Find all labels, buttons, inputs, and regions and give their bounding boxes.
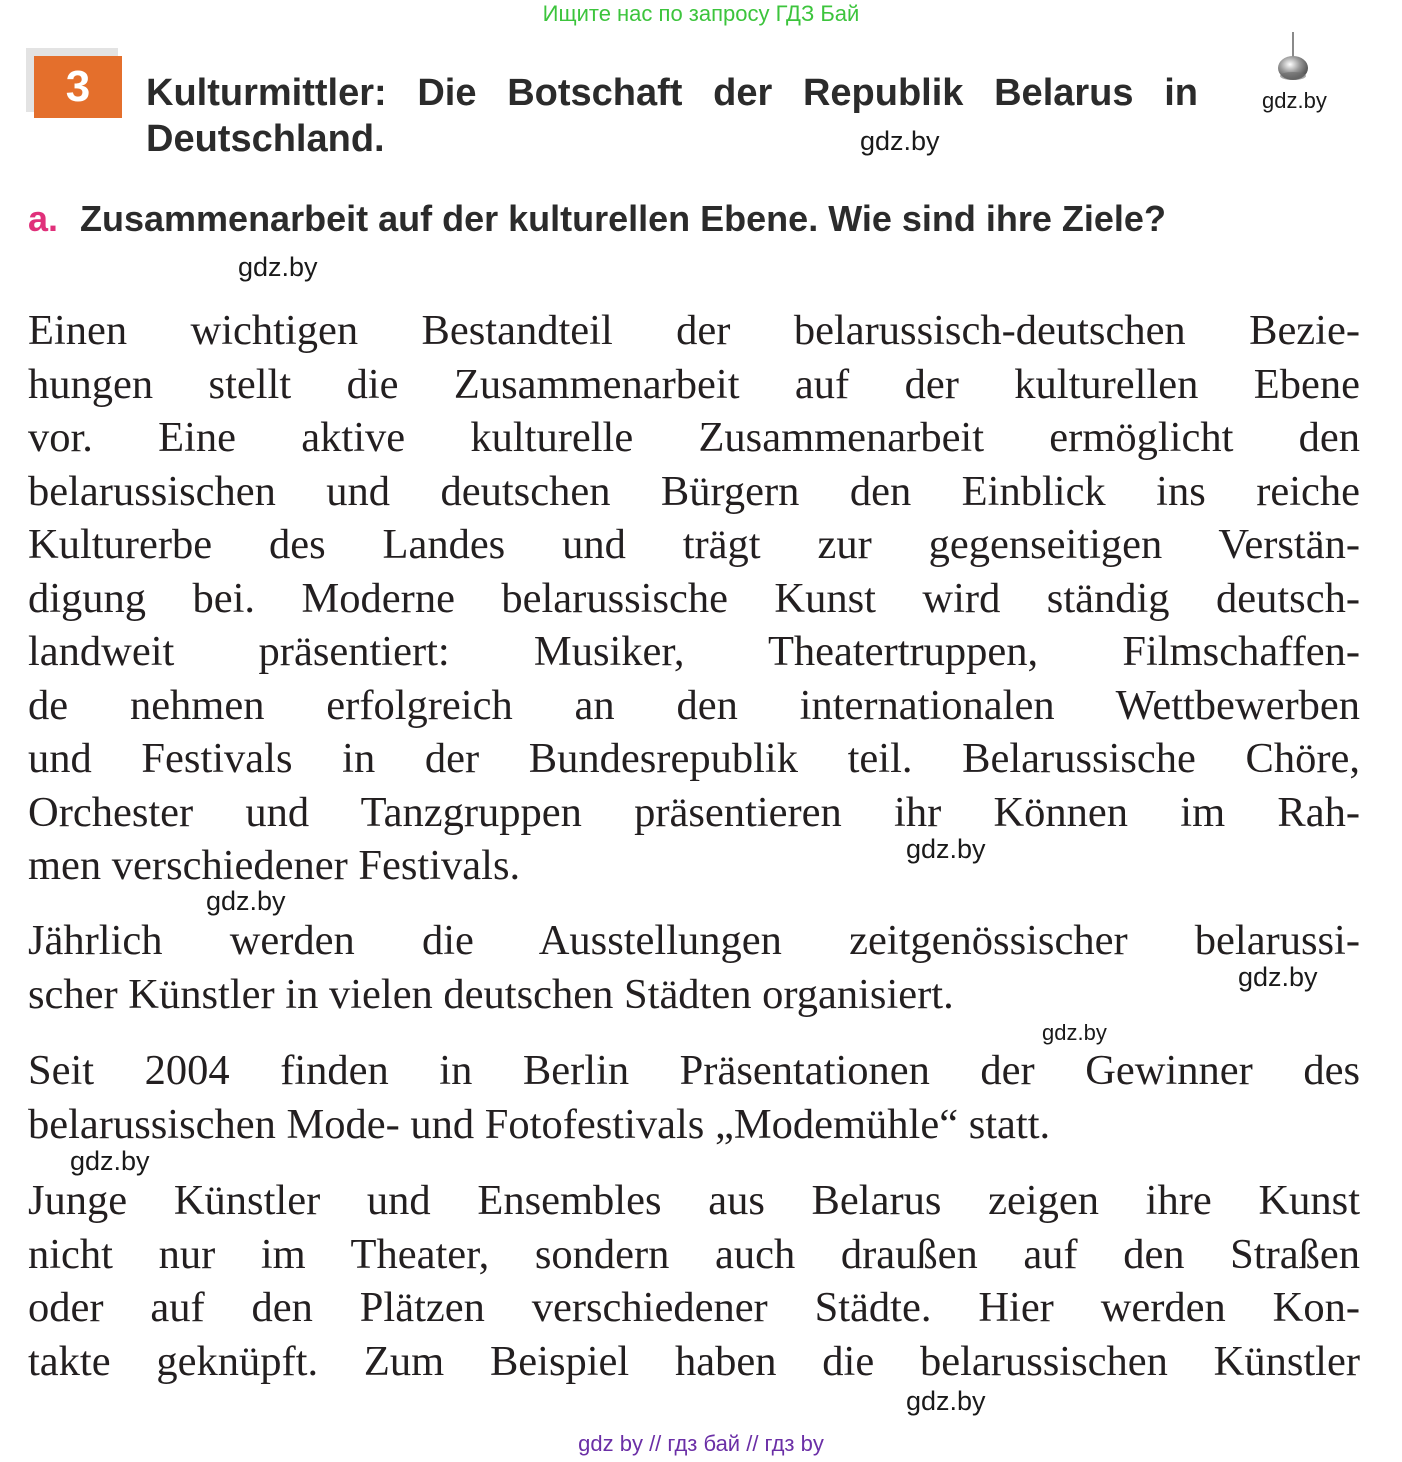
text-line: men verschiedener Festivals. <box>28 842 521 889</box>
watermark: gdz.by <box>238 252 318 282</box>
subtask-letter: a. <box>28 198 59 239</box>
watermark: gdz.by <box>206 886 286 916</box>
text-line: und Festivals in der Bundesrepublik teil. Belarussische Chöre, <box>28 735 1360 782</box>
text-line: Junge Künstler und Ensembles aus Belarus zeigen ihre Kunst <box>28 1177 1360 1224</box>
task-number-badge: 3 <box>34 56 122 118</box>
text-line: Orchester und Tanzgruppen präsentieren ihr Können im Rah- <box>28 788 1360 836</box>
text-line: hungen stellt die Zusammenarbeit auf der kulturellen Ebene <box>28 360 1360 408</box>
text-line: Kulturerbe des Landes und trägt zur gegenseitigen Verstän- <box>28 521 1360 568</box>
task-title: Kulturmittler: Die Botschaft der Republik Belarus in Deutschland. <box>146 72 1198 160</box>
watermark: gdz.by <box>70 1146 150 1176</box>
text-line: landweit präsentiert: Musiker, Theatertruppen, Filmschaffen- <box>28 628 1360 675</box>
paragraph <box>28 304 1360 893</box>
text-line: Seit 2004 finden in Berlin Präsentationen der Gewinner des <box>28 1047 1360 1094</box>
text-line: Jährlich werden die Ausstellungen zeitgenössischer belarussi- <box>28 917 1360 964</box>
paragraph <box>28 914 1360 1021</box>
paragraph <box>28 1044 1360 1151</box>
top-banner: Ищите нас по запросу ГДЗ Бай <box>542 1 860 26</box>
text-line: nicht nur im Theater, sondern auch draußen auf den Straßen <box>28 1230 1360 1278</box>
watermark: gdz.by <box>860 126 940 156</box>
watermark: gdz.by <box>1238 962 1318 992</box>
text-line: digung bei. Moderne belarussische Kunst wird ständig deutsch- <box>28 574 1360 622</box>
watermark: gdz.by <box>906 1386 986 1416</box>
text-line: belarussischen und deutschen Bürgern den Einblick ins reiche <box>28 467 1360 515</box>
paragraph <box>28 1174 1360 1388</box>
subtask-heading <box>28 196 1368 242</box>
pushpin-icon <box>1268 30 1318 86</box>
text-line: takte geknüpft. Zum Beispiel haben die belarussischen Künstler <box>28 1337 1360 1385</box>
text-line: de nehmen erfolgreich an den internationalen Wettbewerben <box>28 681 1360 729</box>
subtask-question: Zusammenarbeit auf der kulturellen Ebene. Wie sind ihre Ziele? <box>80 198 1166 239</box>
text-line: vor. Eine aktive kulturelle Zusammenarbeit ermöglicht den <box>28 414 1360 461</box>
text-line: Einen wichtigen Bestandteil der belarussisch-deutschen Bezie- <box>28 307 1360 354</box>
text-line: belarussischen Mode- und Fotofestivals „Modemühle“ statt. <box>28 1100 1051 1148</box>
text-line: oder auf den Plätzen verschiedener Städte. Hier werden Kon- <box>28 1284 1360 1331</box>
watermark: gdz.by <box>1262 88 1327 113</box>
watermark: gdz.by <box>906 834 986 864</box>
footer-links[interactable]: gdz by // гдз бай // гдз by <box>578 1431 824 1456</box>
watermark: gdz.by <box>1042 1020 1107 1045</box>
text-line: scher Künstler in vielen deutschen Städten organisiert. <box>28 970 954 1018</box>
